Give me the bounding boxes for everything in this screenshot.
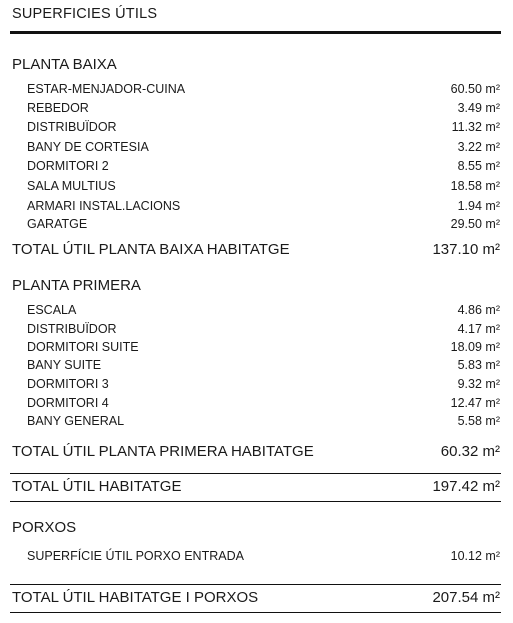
total-value: 197.42 m²: [432, 478, 500, 495]
room-label: BANY SUITE: [27, 358, 102, 372]
room-label: DORMITORI 3: [27, 377, 109, 391]
section-heading-planta-baixa: PLANTA BAIXA: [12, 56, 117, 73]
room-label: ARMARI INSTAL.LACIONS: [27, 199, 181, 213]
table-row: [27, 101, 500, 119]
room-area: 4.17 m²: [457, 322, 500, 336]
table-row: [27, 199, 500, 217]
table-row: [27, 549, 500, 567]
subtotal-value: 60.32 m²: [440, 443, 500, 460]
room-label: GARATGE: [27, 217, 88, 231]
table-row: [27, 159, 500, 177]
divider: [10, 501, 501, 502]
total-label: TOTAL ÚTIL HABITATGE: [12, 478, 182, 495]
room-area: 9.32 m²: [457, 377, 500, 391]
room-label: DISTRIBUÏDOR: [27, 322, 117, 336]
room-label: DORMITORI 4: [27, 396, 109, 410]
divider: [10, 612, 501, 613]
section-heading-planta-primera: PLANTA PRIMERA: [12, 277, 141, 294]
grand-total-value: 207.54 m²: [432, 589, 500, 606]
table-row: [27, 120, 500, 138]
room-label: SALA MULTIUS: [27, 179, 116, 193]
table-row: [27, 396, 500, 414]
room-area: 5.58 m²: [457, 414, 500, 428]
page-title: SUPERFICIES ÚTILS: [12, 6, 158, 22]
total-row-general: [12, 589, 500, 609]
table-row: [27, 340, 500, 358]
total-row-habitatge: [12, 478, 500, 498]
table-row: [27, 303, 500, 321]
table-row: [27, 140, 500, 158]
room-area: 12.47 m²: [450, 396, 500, 410]
table-row: [27, 179, 500, 197]
room-area: 8.55 m²: [457, 159, 500, 173]
room-label: DORMITORI SUITE: [27, 340, 139, 354]
title-underline: [10, 31, 501, 34]
room-area: 11.32 m²: [451, 120, 500, 134]
table-row: [27, 82, 500, 100]
divider: [10, 584, 501, 585]
room-area: 18.58 m²: [450, 179, 500, 193]
room-label: BANY GENERAL: [27, 414, 125, 428]
room-label: REBEDOR: [27, 101, 89, 115]
table-row: [27, 322, 500, 340]
room-area: 5.83 m²: [457, 358, 500, 372]
table-row: [27, 377, 500, 395]
table-row: [27, 217, 500, 235]
room-label: DISTRIBUÏDOR: [27, 120, 117, 134]
subtotal-row-planta-baixa: [12, 241, 500, 261]
room-label: ESCALA: [27, 303, 77, 317]
table-row: [27, 414, 500, 432]
subtotal-value: 137.10 m²: [432, 241, 500, 258]
room-area: 4.86 m²: [457, 303, 500, 317]
room-label: DORMITORI 2: [27, 159, 109, 173]
room-area: 10.12 m²: [450, 549, 500, 563]
room-label: SUPERFÍCIE ÚTIL PORXO ENTRADA: [27, 549, 244, 563]
room-area: 60.50 m²: [450, 82, 500, 96]
divider: [10, 473, 501, 474]
table-row: [27, 358, 500, 376]
room-area: 18.09 m²: [450, 340, 500, 354]
room-area: 3.49 m²: [457, 101, 500, 115]
section-heading-porxos: PORXOS: [12, 519, 77, 536]
subtotal-label: TOTAL ÚTIL PLANTA PRIMERA HABITATGE: [12, 443, 314, 460]
room-label: BANY DE CORTESIA: [27, 140, 149, 154]
subtotal-label: TOTAL ÚTIL PLANTA BAIXA HABITATGE: [12, 241, 290, 258]
room-area: 29.50 m²: [450, 217, 500, 231]
grand-total-label: TOTAL ÚTIL HABITATGE I PORXOS: [12, 589, 259, 606]
room-area: 3.22 m²: [457, 140, 500, 154]
subtotal-row-planta-primera: [12, 443, 500, 463]
room-label: ESTAR-MENJADOR-CUINA: [27, 82, 186, 96]
room-area: 1.94 m²: [457, 199, 500, 213]
